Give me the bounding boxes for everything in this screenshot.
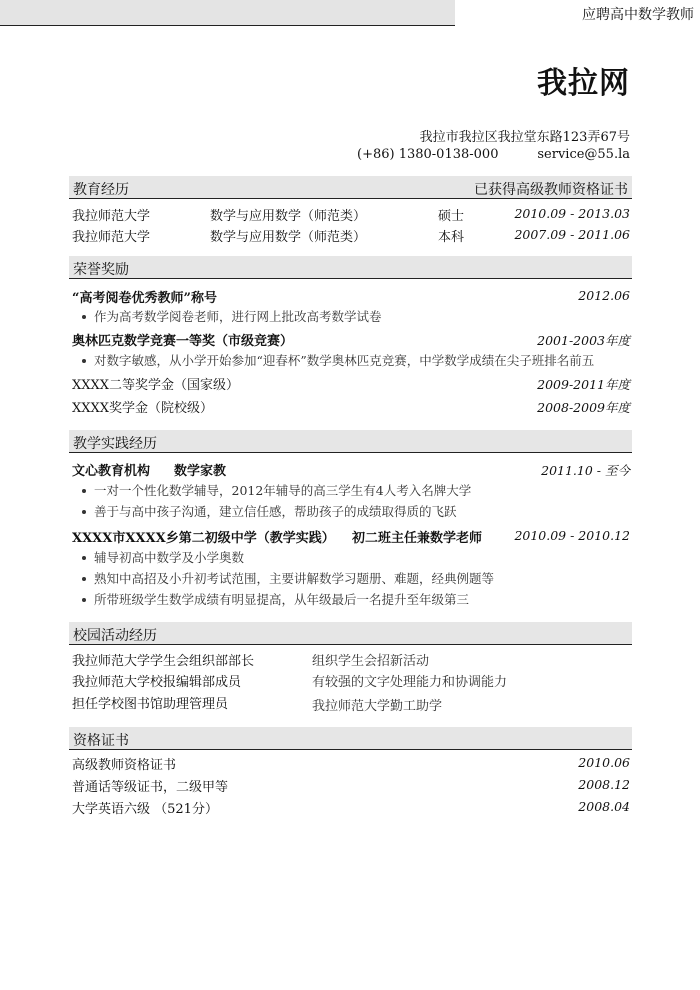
bullet-dot-icon <box>82 359 86 363</box>
position-bar <box>0 0 694 26</box>
edu-major: 数学与应用数学（师范类） <box>210 230 367 245</box>
campus-desc: 有较强的文字处理能力和协调能力 <box>312 675 508 690</box>
section-campus-header <box>69 622 632 645</box>
bullet-item <box>82 351 594 369</box>
section-title: 荣誉奖励 <box>73 262 129 278</box>
job-date: 2010.09 - 2010.12 <box>514 528 630 543</box>
campus-role: 担任学校图书馆助理管理员 <box>72 697 229 712</box>
honor-name: “高考阅卷优秀教师”称号 <box>72 291 217 306</box>
email: service@55.la <box>537 147 630 162</box>
edu-degree: 硕士 <box>438 209 465 224</box>
section-title: 校园活动经历 <box>73 628 157 644</box>
section-teaching-header <box>69 430 632 453</box>
section-title: 教育经历 <box>73 182 129 198</box>
bullet-text: 一对一个性化数学辅导，2012年辅导的高三学生有4人考入名牌大学 <box>94 483 472 498</box>
section-title: 教学实践经历 <box>73 436 157 452</box>
bullet-text: 熟知中高招及小升初考试范围，主要讲解数学习题册、难题，经典例题等 <box>94 571 495 586</box>
address: 我拉市我拉区我拉堂东路123弄67号 <box>419 130 630 145</box>
honor-name: XXXX二等奖学金（国家级） <box>72 378 240 393</box>
honor-date: 2012.06 <box>578 288 630 303</box>
honor-date: 2008-2009年度 <box>537 400 630 415</box>
cert-date: 2008.04 <box>578 799 630 814</box>
campus-desc: 组织学生会招新活动 <box>312 654 430 669</box>
edu-date: 2010.09 - 2013.03 <box>514 206 630 221</box>
bullet-text: 所带班级学生数学成绩有明显提高，从年级最后一名提升至年级第三 <box>94 592 470 607</box>
edu-school: 我拉师范大学 <box>72 209 151 224</box>
campus-role: 我拉师范大学学生会组织部部长 <box>72 654 255 669</box>
campus-role: 我拉师范大学校报编辑部成员 <box>72 675 242 690</box>
edu-date: 2007.09 - 2011.06 <box>514 227 630 242</box>
job-org: 文心教育机构 <box>72 464 151 479</box>
bullet-item <box>82 569 494 587</box>
education-note: 已获得高级教师资格证书 <box>474 182 628 198</box>
cert-date: 2010.06 <box>578 755 630 770</box>
section-certs-header <box>69 727 632 750</box>
honor-name: 奥林匹克数学竞赛一等奖（市级竞赛） <box>72 334 294 349</box>
bullet-dot-icon <box>82 577 86 581</box>
job-role: 数学家教 <box>174 464 227 479</box>
cert-name: 大学英语六级 （521分） <box>72 802 218 817</box>
section-honors-header <box>69 256 632 279</box>
job-org: XXXX市XXXX乡第二初级中学（教学实践） <box>72 531 335 546</box>
bullet-item <box>82 548 244 566</box>
bullet-item <box>82 481 471 499</box>
bullet-item <box>82 502 457 520</box>
bullet-text: 辅导初高中数学及小学奥数 <box>94 550 245 565</box>
job-role: 初二班主任兼数学老师 <box>352 531 483 546</box>
edu-degree: 本科 <box>438 230 465 245</box>
bullet-text: 善于与高中孩子沟通，建立信任感，帮助孩子的成绩取得质的飞跃 <box>94 504 457 519</box>
honor-name: XXXX奖学金（院校级） <box>72 401 214 416</box>
phone: (+86) 1380-0138-000 <box>357 147 499 162</box>
edu-major: 数学与应用数学（师范类） <box>210 209 367 224</box>
cert-name: 普通话等级证书，二级甲等 <box>72 780 229 795</box>
bullet-text: 作为高考数学阅卷老师，进行网上批改高考数学试卷 <box>94 309 382 324</box>
bullet-dot-icon <box>82 598 86 602</box>
cert-name: 高级教师资格证书 <box>72 758 177 773</box>
honor-date: 2001-2003年度 <box>537 333 630 348</box>
bullet-dot-icon <box>82 556 86 560</box>
section-education-header <box>69 176 632 199</box>
bullet-dot-icon <box>82 489 86 493</box>
bullet-text: 对数字敏感，从小学开始参加“迎春杯”数学奥林匹克竞赛，中学数学成绩在尖子班排名前五 <box>94 353 595 368</box>
bullet-item <box>82 307 382 325</box>
cert-date: 2008.12 <box>578 777 630 792</box>
candidate-name: 我拉网 <box>537 66 630 101</box>
applied-position: 应聘高中数学教师 <box>582 7 694 23</box>
edu-school: 我拉师范大学 <box>72 230 151 245</box>
bullet-dot-icon <box>82 315 86 319</box>
campus-desc: 我拉师范大学勤工助学 <box>312 699 443 714</box>
bullet-item <box>82 590 469 608</box>
bullet-dot-icon <box>82 510 86 514</box>
section-title: 资格证书 <box>73 733 129 749</box>
job-date: 2011.10 - 至今 <box>541 463 630 478</box>
honor-date: 2009-2011年度 <box>537 377 630 392</box>
